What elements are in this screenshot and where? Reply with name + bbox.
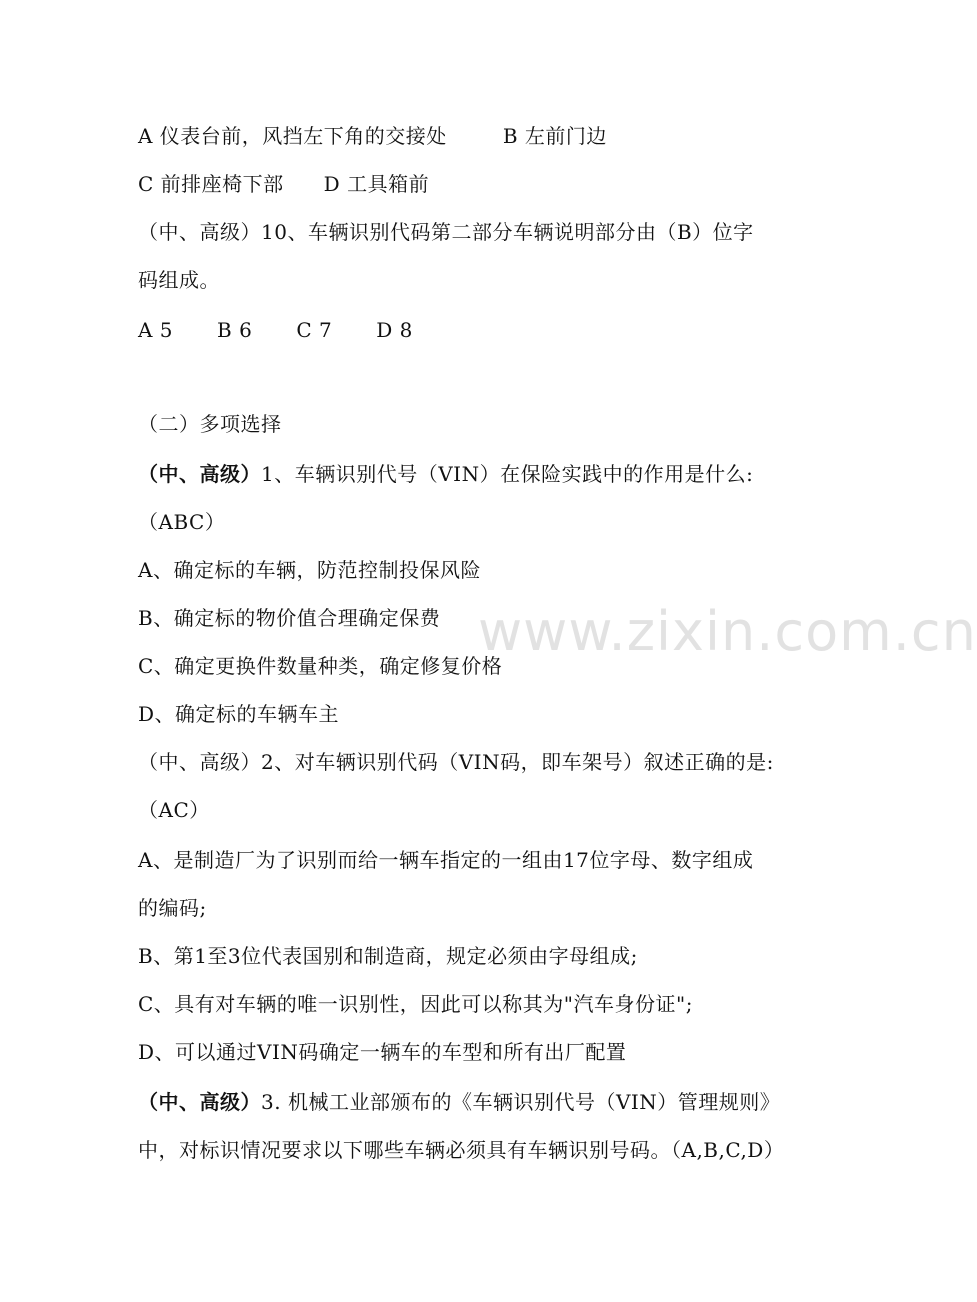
q9-option-c: C 前排座椅下部 <box>138 172 284 196</box>
q10-option-b: B 6 <box>217 318 253 342</box>
watermark: www.zixin.com.cn <box>478 600 977 663</box>
q10-option-a: A 5 <box>138 318 174 342</box>
mq1-question <box>138 460 800 488</box>
mq2-option-d: D、可以通过VIN码确定一辆车的车型和所有出厂配置 <box>138 1040 627 1064</box>
q10-option-d: D 8 <box>376 318 413 342</box>
mq2-question: （中、高级）2、对车辆识别代码（VIN码，即车架号）叙述正确的是: <box>138 750 774 774</box>
mq1-option-c: C、确定更换件数量种类，确定修复价格 <box>138 654 503 678</box>
q9-option-a: A 仪表台前，风挡左下角的交接处 <box>138 124 447 148</box>
q10-option-c: C 7 <box>296 318 333 342</box>
mq2-option-a-cont: 的编码; <box>138 896 207 920</box>
mq3-text: 3. 机械工业部颁布的《车辆识别代号（VIN）管理规则》 <box>261 1090 781 1114</box>
mq2-option-a: A、是制造厂为了识别而给一辆车指定的一组由17位字母、数字组成 <box>138 848 754 872</box>
mq1-level: （中、高级） <box>138 462 261 486</box>
q9-option-d: D 工具箱前 <box>323 172 430 196</box>
mq3-level: （中、高级） <box>138 1090 261 1114</box>
q10-options-row <box>138 316 800 344</box>
mq3-question-line1 <box>138 1088 800 1116</box>
mq1-text: 1、车辆识别代号（VIN）在保险实践中的作用是什么: <box>261 462 754 486</box>
q9-option-b: B 左前门边 <box>502 124 607 148</box>
mq3-question-line2: 中，对标识情况要求以下哪些车辆必须具有车辆识别号码。（A,B,C,D） <box>138 1138 785 1162</box>
mq2-answer: （AC） <box>138 798 210 822</box>
q10-text-line2: 码组成。 <box>138 268 220 292</box>
mq1-answer: （ABC） <box>138 510 226 534</box>
q9-options-row2 <box>138 170 800 198</box>
mq2-option-b: B、第1至3位代表国别和制造商，规定必须由字母组成; <box>138 944 638 968</box>
mq1-option-a: A、确定标的车辆，防范控制投保风险 <box>138 558 481 582</box>
mq1-option-d: D、确定标的车辆车主 <box>138 702 340 726</box>
q9-options-row1 <box>138 122 800 150</box>
mq1-option-b: B、确定标的物价值合理确定保费 <box>138 606 441 630</box>
q10-text-line1: （中、高级）10、车辆识别代码第二部分车辆说明部分由（B）位字 <box>138 220 754 244</box>
section-title: （二）多项选择 <box>138 412 282 436</box>
mq2-option-c: C、具有对车辆的唯一识别性，因此可以称其为"汽车身份证"; <box>138 992 693 1016</box>
